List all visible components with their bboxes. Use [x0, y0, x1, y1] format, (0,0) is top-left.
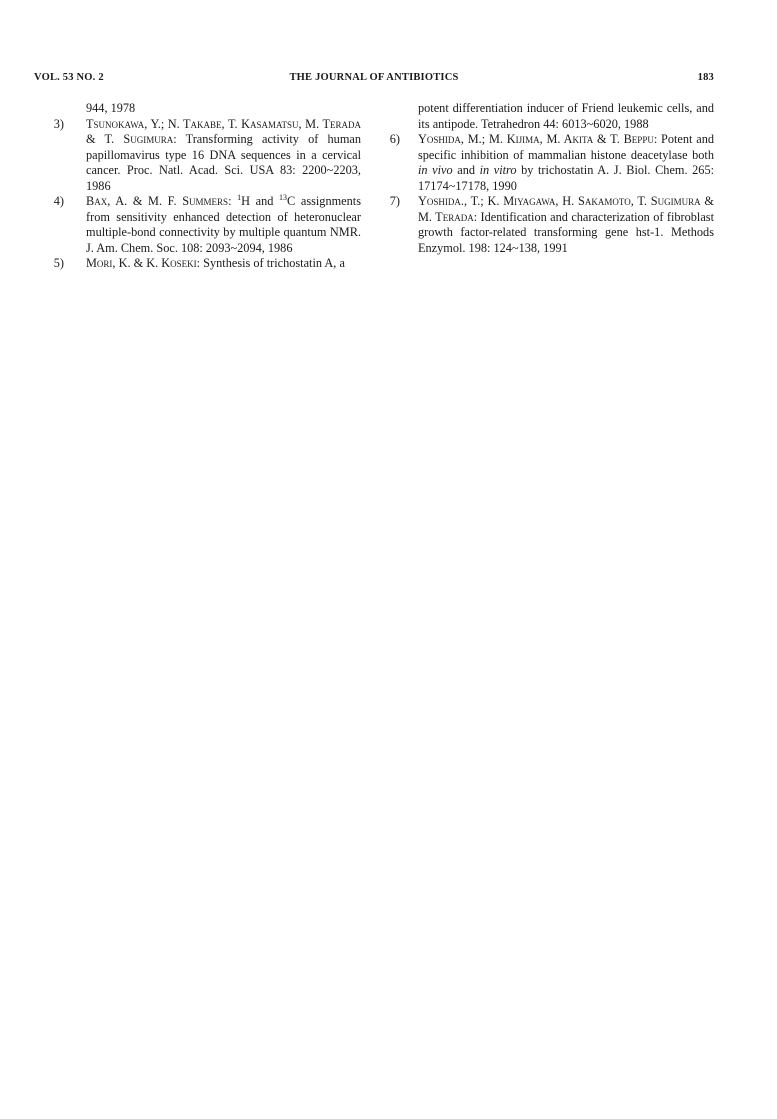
reference-number: 3) [53, 116, 64, 131]
superscript-isotope: 13 [279, 192, 288, 202]
running-header [34, 72, 714, 88]
reference-authors: Yoshida., T.; K. Miyagawa, H. Sakamoto, T. Sugimura & M. Terada [418, 194, 714, 224]
reference-5-continuation [390, 101, 714, 132]
reference-text: : Transforming activity of human papillomavirus type 16 DNA sequences in a cervical cancer. Proc. Natl. Acad. Sci. USA 83: 2200~2203, 1986 [86, 132, 361, 193]
reference-authors: Bax, A. & M. F. Summers [86, 194, 229, 208]
reference-2-continuation [34, 101, 361, 117]
volume-label: VOL. 53 NO. 2 [34, 72, 104, 83]
reference-text: H and [241, 194, 280, 208]
reference-authors: Tsunokawa, Y.; N. Takabe, T. Kasamatsu, M. Terada & T. Sugimura [86, 116, 361, 146]
reference-7 [390, 194, 714, 256]
reference-text: potent differentiation inducer of Friend leukemic cells, and its antipode. Tetrahedron 44: 6013~6020, 1988 [418, 101, 714, 131]
reference-text: 944, 1978 [86, 101, 136, 115]
reference-text: : Potent and specific inhibition of mammalian histone deacetylase both [418, 132, 714, 162]
reference-separator: : [228, 194, 238, 208]
italic-term: in vitro [479, 163, 517, 177]
reference-6 [390, 132, 714, 194]
italic-term: in vivo [418, 163, 453, 177]
reference-number: 6) [389, 132, 400, 146]
reference-authors: Mori, K. & K. Koseki [86, 256, 197, 270]
reference-text: C assignments from sensitivity enhanced detection of heteronuclear multiple-bond connectivity by multiple quantum NMR. J. Am. Chem. Soc. 108: 2093~2094, 1986 [86, 194, 361, 255]
left-column [34, 101, 361, 272]
reference-5 [34, 256, 361, 272]
reference-text: and [452, 163, 480, 177]
superscript-isotope: 1 [237, 192, 242, 202]
reference-number: 4) [53, 194, 64, 208]
right-column [390, 101, 714, 256]
reference-number: 5) [53, 256, 64, 270]
reference-text: : Identification and characterization of fibroblast growth factor-related transforming gene hst-1. Methods Enzymol. 198: 124~138, 1991 [418, 209, 714, 255]
reference-number: 7) [389, 194, 400, 208]
page-number: 183 [697, 72, 714, 83]
reference-text: by trichostatin A. J. Biol. Chem. 265: 17174~17178, 1990 [418, 163, 715, 193]
reference-text: : Synthesis of trichostatin A, a [196, 256, 345, 270]
reference-3 [34, 117, 361, 195]
journal-title: THE JOURNAL OF ANTIBIOTICS [289, 72, 459, 83]
reference-authors: Yoshida, M.; M. Kijima, M. Akita & T. Beppu [418, 132, 654, 146]
reference-4 [34, 194, 361, 256]
